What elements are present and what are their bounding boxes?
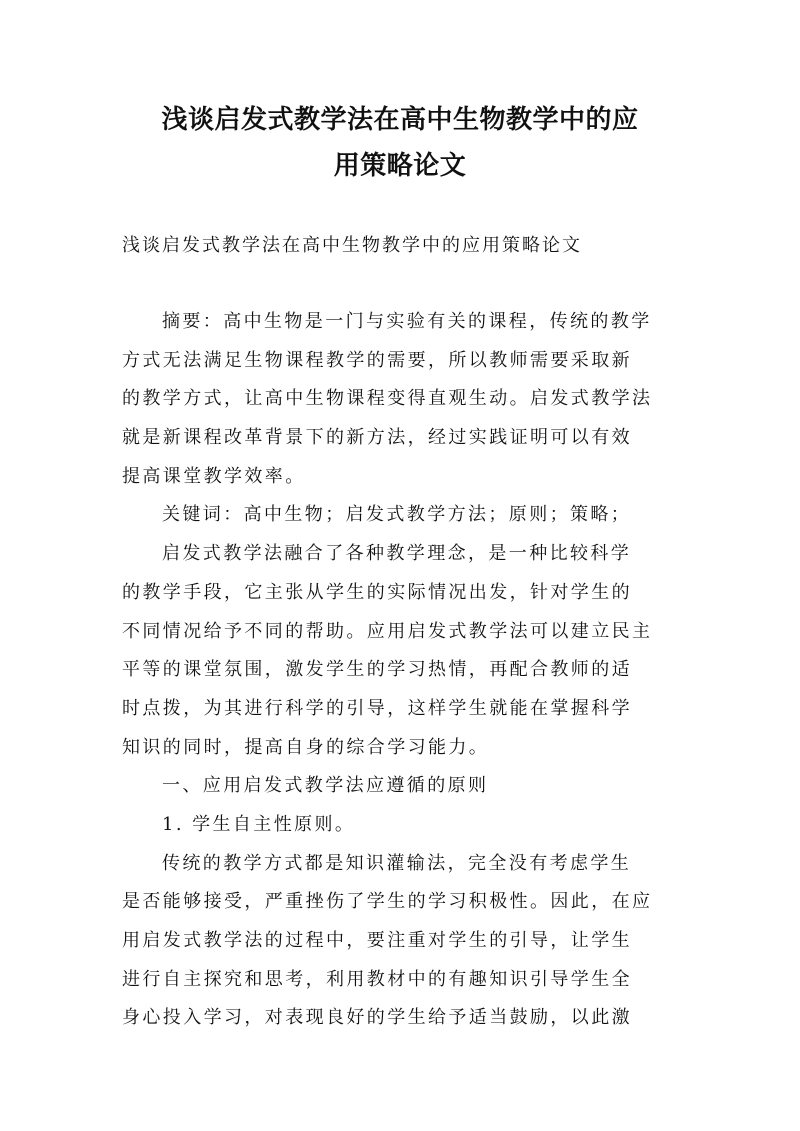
paragraph-line: 是否能够接受，严重挫伤了学生的学习积极性。因此，在应 xyxy=(122,891,653,913)
abstract-line: 的教学方式，让高中生物课程变得直观生动。启发式教学法 xyxy=(122,388,653,410)
paragraph-line: 身心投入学习，对表现良好的学生给予适当鼓励，以此激 xyxy=(122,1007,632,1029)
abstract-line: 方式无法满足生物课程教学的需要，所以教师需要采取新 xyxy=(122,349,632,371)
paragraph-line: 启发式教学法融合了各种教学理念，是一种比较科学 xyxy=(162,543,632,565)
section-heading: 一、应用启发式教学法应遵循的原则 xyxy=(162,775,489,797)
paragraph-line: 时点拨，为其进行科学的引导，这样学生就能在掌握科学 xyxy=(122,697,632,719)
subsection-heading: 1. 学生自主性原则。 xyxy=(162,813,356,835)
title-line-2: 用策略论文 xyxy=(333,151,467,181)
paragraph-line: 进行自主探究和思考，利用教材中的有趣知识引导学生全 xyxy=(122,968,632,990)
paragraph-line: 传统的教学方式都是知识灌输法，完全没有考虑学生 xyxy=(162,852,632,874)
paragraph-line: 平等的课堂氛围，激发学生的学习热情，再配合教师的适 xyxy=(122,659,632,681)
paragraph-line: 不同情况给予不同的帮助。应用启发式教学法可以建立民主 xyxy=(122,620,653,642)
abstract-line: 就是新课程改革背景下的新方法，经过实践证明可以有效 xyxy=(122,427,632,449)
paragraph-line: 的教学手段，它主张从学生的实际情况出发，针对学生的 xyxy=(122,581,632,603)
document-body xyxy=(122,303,682,1038)
paragraph-line: 知识的同时，提高自身的综合学习能力。 xyxy=(122,736,490,758)
document-subtitle: 浅谈启发式教学法在高中生物教学中的应用策略论文 xyxy=(122,235,582,256)
abstract-line: 摘要：高中生物是一门与实验有关的课程，传统的教学 xyxy=(162,311,652,332)
title-line-1: 浅谈启发式教学法在高中生物教学中的应 xyxy=(161,105,639,135)
abstract-line: 提高课堂教学效率。 xyxy=(122,465,306,487)
paragraph-line: 用启发式教学法的过程中，要注重对学生的引导，让学生 xyxy=(122,930,632,951)
keywords-line: 关键词：高中生物；启发式教学方法；原则；策略； xyxy=(162,504,632,526)
document-title xyxy=(120,97,680,189)
